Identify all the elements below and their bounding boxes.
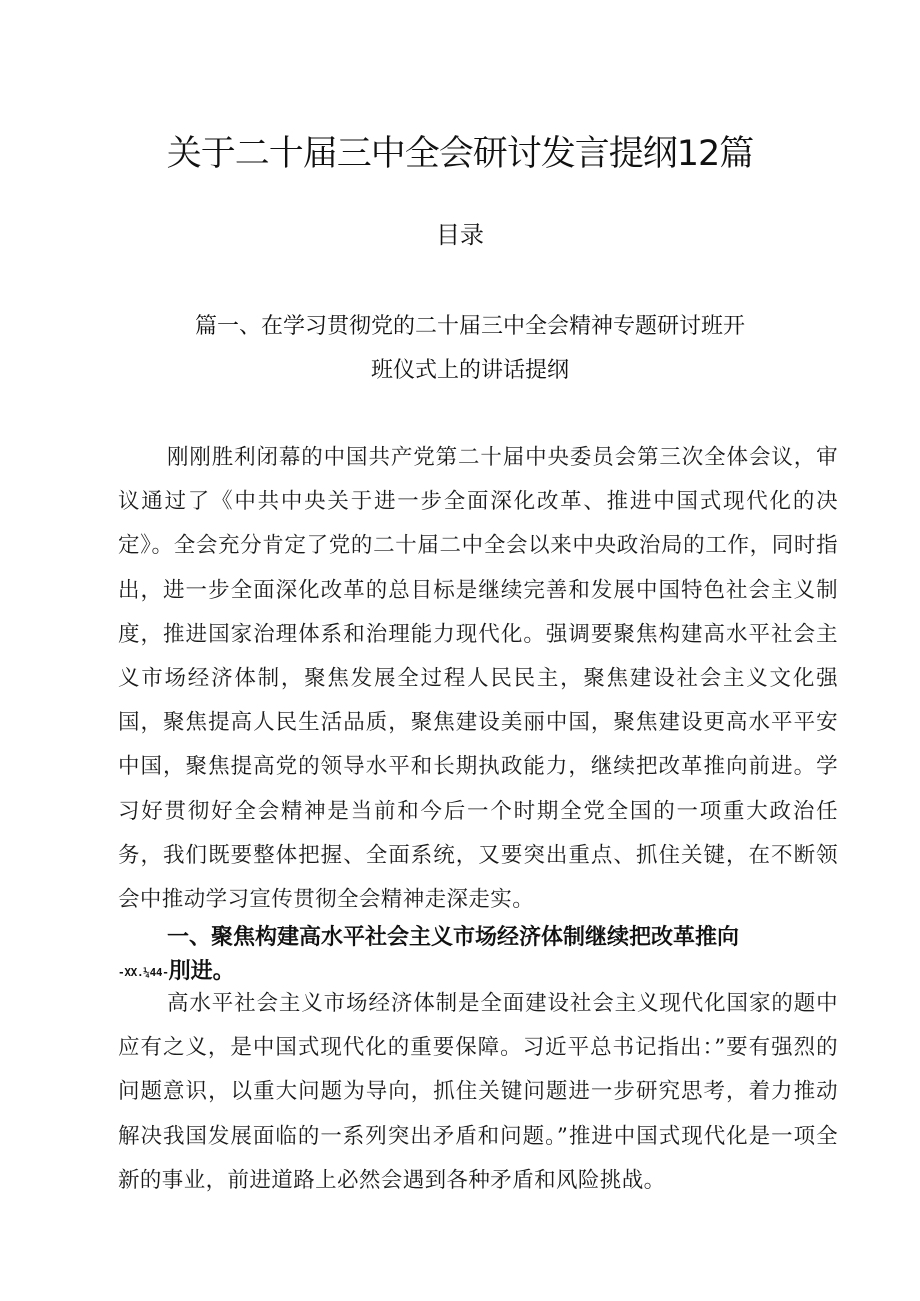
section-heading-line1: 一、聚焦构建高水平社会主义市场经济体制继续把改革推向 <box>167 925 740 950</box>
section-heading-garbled-text: -XX.¼44- <box>118 966 169 979</box>
body-paragraph-2: 高水平社会主义市场经济体制是全面建设社会主义现代化国家的题中应有之义，是中国式现代化的重要保障。习近平总书记指出：”要有强烈的问题意识，以重大问题为导向，抓住关键问题进一步研究思考，着力推动解决我国发展面临的一系列突出矛盾和问题。”推进中国式现代化是一项全新的事业，前进道路上必然会遇到各种矛盾和风险挑战。 <box>118 991 838 1193</box>
chapter-title-line2: 班仪式上的讲话提纲 <box>370 358 569 383</box>
body-paragraph-1: 刚刚胜利闭幕的中国共产党第二十届中央委员会第三次全体会议，审议通过了《中共中央关于进一步全面深化改革、推进中国式现代化的决定》。全会充分肯定了党的二十届二中全会以来中央政治局的工作，同时指出，进一步全面深化改革的总目标是继续完善和发展中国特色社会主义制度，推进国家治理体系和治理能力现代化。强调要聚焦构建高水平社会主义市场经济体制，聚焦发展全过程人民民主，聚焦建设社会主义文化强国，聚焦提高人民生活品质，聚焦建设美丽中国，聚焦建设更高水平平安中国，聚焦提高党的领导水平和长期执政能力，继续把改革推向前进。学习好贯彻好全会精神是当前和今后一个时期全党全国的一项重大政治任务，我们既要整体把握、全面系统，又要突出重点、抓住关键，在不断领会中推动学习宣传贯彻全会精神走深走实。 <box>118 445 838 913</box>
document-title: 关于二十届三中全会研讨发言提纲12篇 <box>166 134 754 174</box>
chapter-title <box>140 305 800 393</box>
chapter-title-line1: 篇一、在学习贯彻党的二十届三中全会精神专题研讨班开 <box>194 314 745 339</box>
toc-heading: 目录 <box>436 221 484 249</box>
section-heading-line2-end: 刖进。 <box>168 959 235 984</box>
section-heading-1 <box>118 921 838 990</box>
